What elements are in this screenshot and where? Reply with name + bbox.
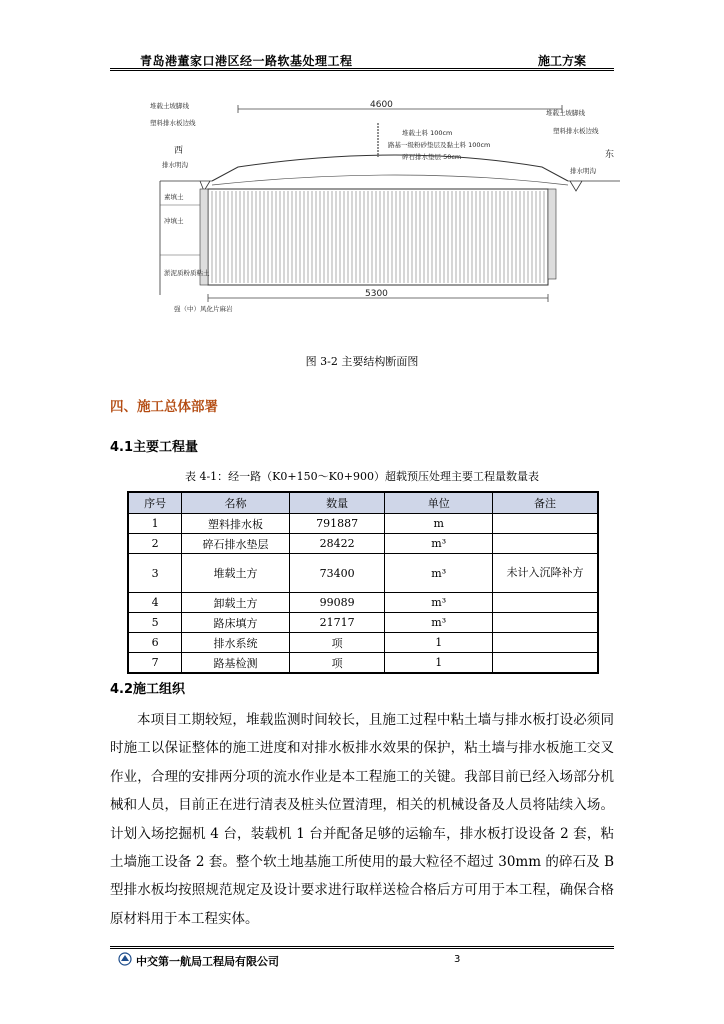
cell-note (492, 613, 598, 633)
cell-qty: 21717 (289, 613, 385, 633)
company-logo-icon (118, 952, 132, 966)
bottom-width-label: 5300 (365, 289, 388, 299)
table-header-row (128, 492, 598, 514)
cell-name: 卸载土方 (182, 593, 289, 613)
top-width-label: 4600 (370, 100, 393, 110)
cell-note (492, 534, 598, 554)
cell-unit: m³ (385, 613, 493, 633)
cell-qty: 791887 (289, 514, 385, 534)
cell-name: 碎石排水垫层 (182, 534, 289, 554)
soil-label-2: 冲填土 (164, 217, 184, 225)
cell-unit: m (385, 514, 493, 534)
table-row (128, 514, 598, 534)
layer-2-label: 路基一级粉砂垫层及黏土料 100cm (388, 141, 491, 149)
footer-page-number: 3 (454, 954, 461, 965)
embankment (160, 155, 620, 191)
footer-company: 中交第一航局工程局有限公司 (136, 955, 279, 968)
cell-note (492, 593, 598, 613)
cell-note (492, 514, 598, 534)
cell-name: 路基检测 (182, 653, 289, 674)
cell-no: 4 (128, 593, 182, 613)
cell-qty: 项 (289, 633, 385, 653)
soil-label-1: 素填土 (164, 193, 184, 201)
cell-unit: m³ (385, 534, 493, 554)
header-qty: 数量 (289, 492, 385, 514)
header-rule-2 (110, 70, 614, 71)
cell-qty: 99089 (289, 593, 385, 613)
cell-qty: 28422 (289, 534, 385, 554)
header-name: 名称 (182, 492, 289, 514)
cell-unit: 1 (385, 633, 493, 653)
section-4-title: 四、施工总体部署 (110, 399, 218, 415)
footer-rule (110, 946, 614, 947)
header-title: 青岛港董家口港区经一路软基处理工程 (140, 54, 353, 68)
cell-no: 5 (128, 613, 182, 633)
footer-rule-2 (110, 948, 614, 949)
quantity-table (127, 491, 599, 674)
header-no: 序号 (128, 492, 182, 514)
bottom-note: 强（中）风化片麻岩 (174, 305, 233, 313)
table-caption: 表 4-1：经一路（K0+150～K0+900）超载预压处理主要工程量数量表 (184, 470, 540, 483)
cell-no: 1 (128, 514, 182, 534)
right-label-1: 堆载土坡脚线 (546, 109, 585, 117)
figure-caption: 图 3-2 主要结构断面图 (305, 355, 419, 368)
cell-qty: 73400 (289, 554, 385, 593)
section-4-1-title: 4.1主要工程量 (110, 440, 199, 455)
west-label: 西 (174, 146, 184, 156)
west-ditch-label: 排水明沟 (162, 161, 188, 169)
body-paragraph-container (110, 706, 614, 933)
dimension-bottom (174, 289, 548, 313)
left-labels (150, 101, 196, 169)
right-label-2: 塑料排水板边线 (553, 127, 599, 135)
drain-board-area (200, 189, 556, 285)
section-4-2-title: 4.2施工组织 (110, 682, 186, 697)
cell-no: 6 (128, 633, 182, 653)
cell-note: 未计入沉降补方 (492, 554, 598, 593)
cell-note (492, 633, 598, 653)
header-note: 备注 (492, 492, 598, 514)
table-row (128, 534, 598, 554)
left-label-2: 塑料排水板边线 (150, 119, 196, 127)
table-row (128, 613, 598, 633)
cell-no: 3 (128, 554, 182, 593)
header-unit: 单位 (385, 492, 493, 514)
east-ditch-label: 排水明沟 (570, 167, 596, 175)
table-row (128, 554, 598, 593)
east-label: 东 (605, 150, 615, 160)
cell-name: 路床填方 (182, 613, 289, 633)
soil-label-3: 淤泥质粉质粘土 (164, 269, 210, 277)
cell-name: 塑料排水板 (182, 514, 289, 534)
body-paragraph: 本项目工期较短，堆载监测时间较长，且施工过程中粘土墙与排水板打设必须同时施工以保证整体的施工进度和对排水板排水效果的保护，粘土墙与排水板施工交叉作业，合理的安排两分项的流水作业是本工程施工的关键。我部目前已经入场部分机械和人员，目前正在进行清表及桩头位置清理，相关的机械设备及人员将陆续入场。计划入场挖掘机 4 台，装载机 1 台并配备足够的运输车，排水板打设设备 2 套，粘土墙施工设备 2 套。整个软土地基施工所使用的最大粒径不超过 30mm 的碎石及 B 型排水板均按照规范规定及设计要求进行取样送检合格后方可用于本工程，确保合格原材料用于本工程实体。 (110, 712, 614, 927)
header-rule (110, 68, 614, 69)
cell-qty: 项 (289, 653, 385, 674)
cell-note (492, 653, 598, 674)
table-row (128, 593, 598, 613)
cell-unit: 1 (385, 653, 493, 674)
table-row (128, 653, 598, 674)
cell-name: 排水系统 (182, 633, 289, 653)
cell-no: 2 (128, 534, 182, 554)
cell-unit: m³ (385, 593, 493, 613)
layer-1-label: 堆载土料 100cm (402, 129, 453, 137)
dimension-top (238, 100, 562, 113)
cell-name: 堆载土方 (182, 554, 289, 593)
layer-3-label: 碎石排水垫层 50cm (402, 153, 462, 161)
right-labels (546, 108, 614, 175)
header-doc-type: 施工方案 (538, 54, 587, 68)
cell-no: 7 (128, 653, 182, 674)
left-label-1: 堆载土坡脚线 (150, 102, 189, 110)
cross-section-figure (150, 95, 620, 320)
table-row (128, 633, 598, 653)
cell-unit: m³ (385, 554, 493, 593)
